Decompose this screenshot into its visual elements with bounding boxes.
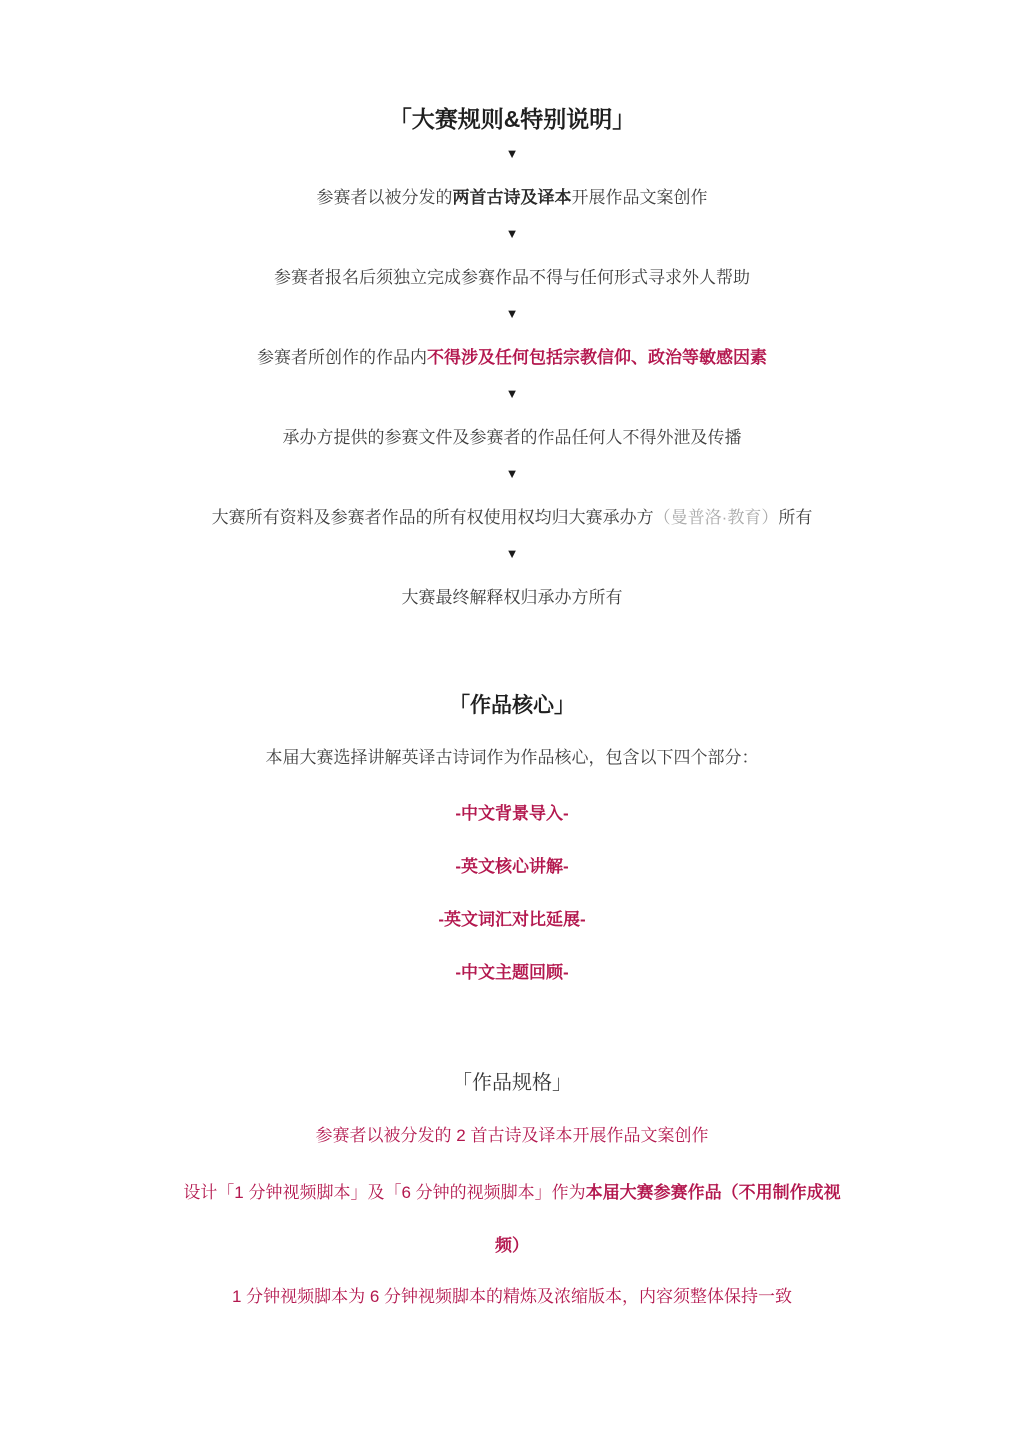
rule-5-text: 大赛所有资料及参赛者作品的所有权使用权均归大赛承办方 xyxy=(211,508,654,527)
spec-section xyxy=(32,1069,992,1309)
spec-2-bold-text: 本届大赛参赛作品（不用制作成视 xyxy=(585,1183,841,1202)
rule-1-text-tail: 开展作品文案创作 xyxy=(571,188,708,207)
core-section-title: 「作品核心」 xyxy=(449,694,575,717)
spec-line-1: 参赛者以被分发的 2 首古诗及译本开展作品文案创作 xyxy=(315,1126,709,1145)
rules-section-title: 「大赛规则&特别说明」 xyxy=(388,106,636,132)
spec-line-2 xyxy=(32,1166,992,1272)
rule-line-1 xyxy=(32,186,992,210)
rule-line-5 xyxy=(32,506,992,530)
down-arrow-icon: ▼ xyxy=(505,386,519,401)
spec-2-bold-text-wrap: 频） xyxy=(495,1236,529,1255)
rule-3-text: 参赛者所创作的作品内 xyxy=(257,348,427,367)
rule-3-warning-text: 不得涉及任何包括宗教信仰、政治等敏感因素 xyxy=(427,348,767,367)
down-arrow-icon: ▼ xyxy=(505,546,519,561)
article-column xyxy=(32,104,992,1309)
spec-section-title: 「作品规格」 xyxy=(452,1072,572,1094)
core-item-3: -英文词汇对比延展- xyxy=(438,910,586,929)
core-intro-text: 本届大赛选择讲解英译古诗词作为作品核心，包含以下四个部分： xyxy=(265,748,759,767)
spec-2-text: 设计「1 分钟视频脚本」及「6 分钟的视频脚本」作为 xyxy=(183,1183,586,1202)
down-arrow-icon: ▼ xyxy=(505,306,519,321)
rule-5-text-tail: 所有 xyxy=(778,508,813,527)
rule-line-3 xyxy=(32,346,992,370)
spec-line-3: 1 分钟视频脚本为 6 分钟视频脚本的精炼及浓缩版本，内容须整体保持一致 xyxy=(231,1287,793,1306)
core-item-2: -英文核心讲解- xyxy=(455,857,569,876)
rule-line-6: 大赛最终解释权归承办方所有 xyxy=(401,588,623,607)
down-arrow-icon: ▼ xyxy=(505,226,519,241)
rule-line-4: 承办方提供的参赛文件及参赛者的作品任何人不得外泄及传播 xyxy=(282,428,742,447)
rules-section xyxy=(32,104,992,610)
rule-line-2: 参赛者报名后须独立完成参赛作品不得与任何形式寻求外人帮助 xyxy=(274,268,750,287)
core-item-1: -中文背景导入- xyxy=(455,804,569,823)
rule-1-bold-text: 两首古诗及译本 xyxy=(452,188,572,207)
down-arrow-icon: ▼ xyxy=(505,466,519,481)
core-item-4: -中文主题回顾- xyxy=(455,963,569,982)
rule-1-text: 参赛者以被分发的 xyxy=(316,188,453,207)
down-arrow-icon: ▼ xyxy=(505,146,519,161)
organizer-name-text: （曼普洛·教育） xyxy=(653,508,779,527)
core-section xyxy=(32,691,992,985)
